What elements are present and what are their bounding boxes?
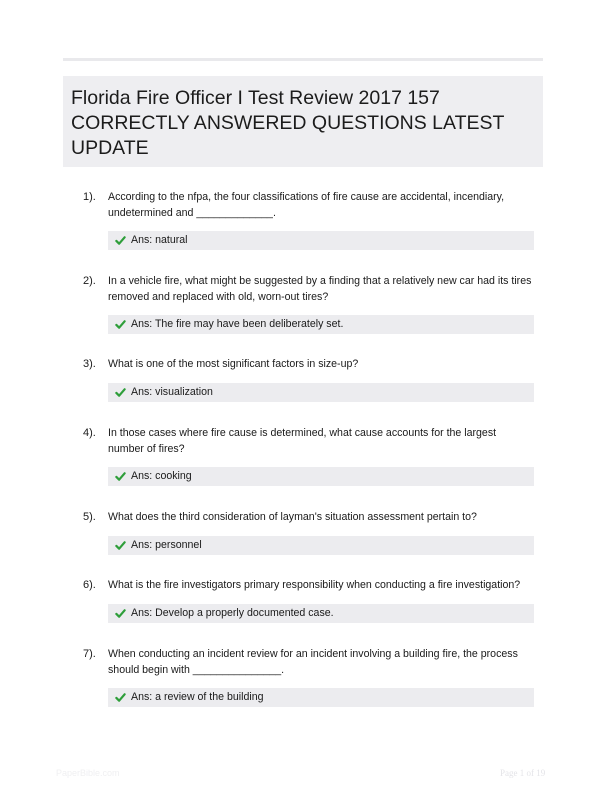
checkmark-icon (115, 471, 126, 482)
answer-box (108, 383, 534, 402)
answer-box (108, 688, 534, 707)
question-number: 6). (83, 579, 96, 591)
question-text: According to the nfpa, the four classifications of fire cause are accidental, incendiary, undetermined and _____________. (108, 191, 505, 219)
top-divider (63, 58, 543, 61)
question-text: What is the fire investigators primary responsibility when conducting a fire investigation? (108, 579, 521, 591)
checkmark-icon (115, 608, 126, 619)
checkmark-icon (115, 540, 126, 551)
checkmark-icon (115, 319, 126, 330)
question-text: In a vehicle fire, what might be suggested by a finding that a relatively new car had its tires removed and replaced with old, worn-out tires? (108, 275, 532, 303)
question-number: 3). (83, 358, 96, 370)
answer-text: Ans: Develop a properly documented case. (131, 607, 334, 619)
answer-box (108, 315, 534, 334)
question-number: 4). (83, 427, 96, 439)
question-number: 1). (83, 191, 96, 203)
answer-text: Ans: cooking (131, 470, 192, 482)
answer-text: Ans: The fire may have been deliberately set. (131, 318, 344, 330)
answer-text: Ans: natural (131, 234, 188, 246)
page-number: Page 1 of 19 (500, 768, 546, 778)
answer-box (108, 536, 534, 555)
question-text: What is one of the most significant factors in size-up? (108, 358, 359, 370)
answer-box (108, 604, 534, 623)
watermark-text: PaperBible.com (56, 768, 120, 778)
question-number: 2). (83, 275, 96, 287)
answer-text: Ans: personnel (131, 539, 202, 551)
question-text: In those cases where fire cause is determined, what cause accounts for the largest number of fires? (108, 427, 497, 455)
title-banner (63, 76, 543, 167)
answer-text: Ans: a review of the building (131, 691, 264, 703)
checkmark-icon (115, 692, 126, 703)
checkmark-icon (115, 235, 126, 246)
question-text: What does the third consideration of layman's situation assessment pertain to? (108, 511, 477, 523)
answer-box (108, 467, 534, 486)
question-number: 5). (83, 511, 96, 523)
page-title: Florida Fire Officer I Test Review 2017 157 CORRECTLY ANSWERED QUESTIONS LATEST UPDATE (71, 87, 505, 159)
question-number: 7). (83, 648, 96, 660)
answer-box (108, 231, 534, 250)
question-text: When conducting an incident review for an incident involving a building fire, the process should begin with _______________. (108, 648, 518, 676)
answer-text: Ans: visualization (131, 386, 213, 398)
checkmark-icon (115, 387, 126, 398)
